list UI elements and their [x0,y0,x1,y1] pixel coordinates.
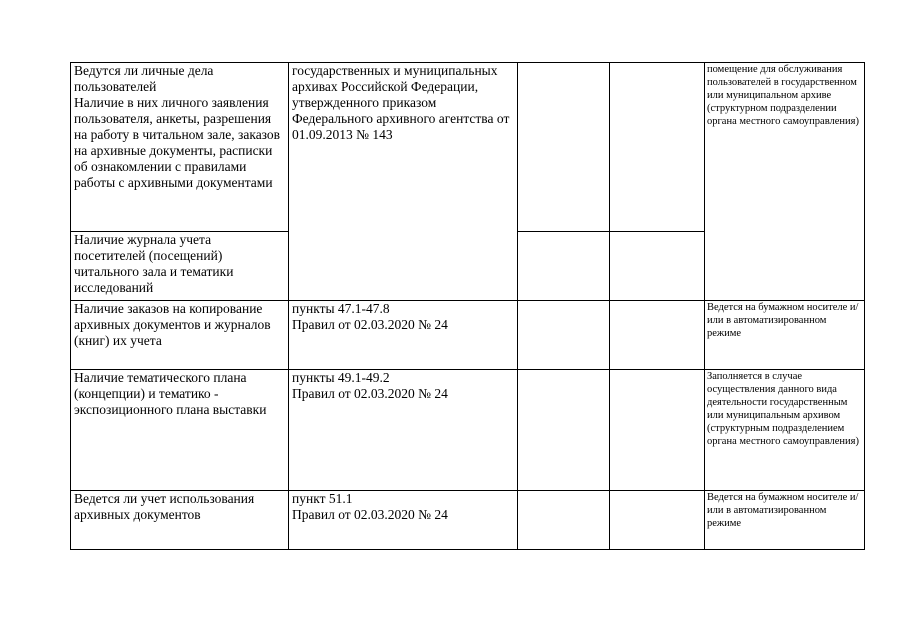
empty-cell [610,370,705,491]
empty-cell [518,491,610,550]
empty-cell [610,491,705,550]
empty-cell [610,63,705,232]
table-row [71,301,865,370]
table-row [71,63,865,232]
empty-cell [518,63,610,232]
reference-cell: пункт 51.1 Правил от 02.03.2020 № 24 [289,491,518,550]
empty-cell [518,370,610,491]
checklist-table [70,62,865,550]
empty-cell [518,232,610,301]
reference-cell: пункты 47.1-47.8 Правил от 02.03.2020 № 24 [289,301,518,370]
question-cell: Наличие журнала учета посетителей (посещений) читального зала и тематики исследований [71,232,289,301]
note-cell: Ведется на бумажном носителе и/или в автоматизированном режиме [705,301,865,370]
question-cell: Наличие заказов на копирование архивных документов и журналов (книг) их учета [71,301,289,370]
empty-cell [610,232,705,301]
table-row [71,491,865,550]
empty-cell [610,301,705,370]
table-row [71,370,865,491]
question-cell: Наличие тематического плана (концепции) и тематико - экспозиционного плана выставки [71,370,289,491]
empty-cell [518,301,610,370]
note-cell: Ведется на бумажном носителе и/или в автоматизированном режиме [705,491,865,550]
question-cell: Ведется ли учет использования архивных документов [71,491,289,550]
note-cell: Заполняется в случае осуществления данного вида деятельности государственным или муниципальным архивом (структурным подразделением органа местного самоуправления) [705,370,865,491]
question-cell: Ведутся ли личные дела пользователей Наличие в них личного заявления пользователя, анкеты, разрешения на работу в читальном зале, заказов на архивные документы, расписки об ознакомлении с правилами работы с архивными документами [71,63,289,232]
note-cell: помещение для обслуживания пользователей в государственном или муниципальном архиве (структурном подразделении органа местного самоуправления) [705,63,865,301]
reference-cell: пункты 49.1-49.2 Правил от 02.03.2020 № 24 [289,370,518,491]
reference-cell: государственных и муниципальных архивах Российской Федерации, утвержденного приказом Федерального архивного агентства от 01.09.2013 № 143 [289,63,518,301]
